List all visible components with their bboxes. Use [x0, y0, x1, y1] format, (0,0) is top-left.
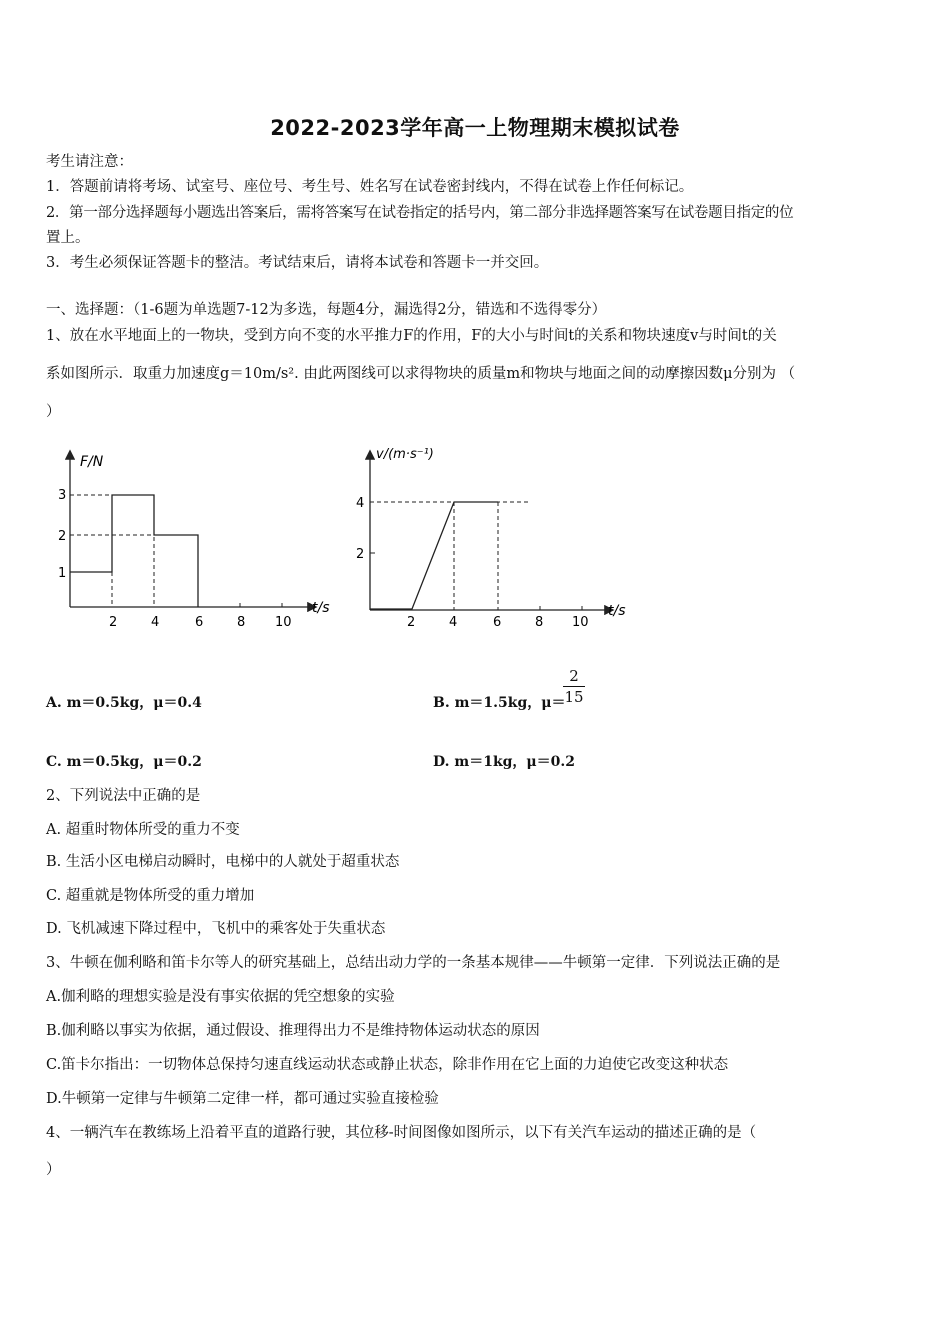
q1-option-b-fraction [563, 666, 585, 707]
q1-option-d: D. m＝1kg，μ＝0.2 [433, 754, 576, 770]
q3-stem: 3、牛顿在伽利略和笛卡尔等人的研究基础上，总结出动力学的一条基本规律——牛顿第一定律．下列说法正确的是 [46, 955, 781, 971]
notice-item-2-cont: 置上。 [46, 230, 90, 246]
notice-item-2: 2．第一部分选择题每小题选出答案后，需将答案写在试卷指定的括号内，第二部分非选择题答案写在试卷题目指定的位 [46, 205, 794, 221]
q4-stem-line1: 4、一辆汽车在教练场上沿着平直的道路行驶，其位移-时间图像如图所示，以下有关汽车运动的描述正确的是（ [46, 1125, 757, 1141]
fraction-denominator: 15 [564, 688, 584, 706]
force-time-graph [50, 440, 340, 640]
v-graph-ytick: 2 [356, 547, 365, 562]
velocity-time-graph [350, 440, 640, 640]
notice-item-3: 3．考生必须保证答题卡的整洁。考试结束后，请将本试卷和答题卡一并交回。 [46, 255, 549, 271]
v-graph-xtick: 2 [407, 615, 416, 630]
f-graph-xtick: 8 [237, 615, 246, 630]
q2-option-c: C. 超重就是物体所受的重力增加 [46, 888, 255, 904]
q1-option-a: A. m＝0.5kg，μ＝0.4 [46, 695, 202, 711]
f-graph-xtick: 6 [195, 615, 204, 630]
q1-stem-line3: ） [46, 404, 61, 420]
q2-stem: 2、下列说法中正确的是 [46, 788, 201, 804]
v-graph-xtick: 10 [572, 615, 589, 630]
q3-option-a: A.伽利略的理想实验是没有事实依据的凭空想象的实验 [46, 989, 395, 1005]
q1-option-b: B. m＝1.5kg，μ＝ [433, 695, 566, 711]
f-graph-xtick: 4 [151, 615, 160, 630]
v-graph-ytick: 4 [356, 496, 365, 511]
f-graph-xlabel: t/s [312, 600, 330, 616]
f-graph-xtick: 2 [109, 615, 118, 630]
f-graph-ytick: 2 [58, 529, 67, 544]
fraction-numerator: 2 [563, 666, 585, 687]
q2-option-d: D. 飞机减速下降过程中，飞机中的乘客处于失重状态 [46, 921, 386, 937]
q2-option-b: B. 生活小区电梯启动瞬时，电梯中的人就处于超重状态 [46, 854, 400, 870]
f-graph-ytick: 1 [58, 566, 67, 581]
v-graph-xtick: 8 [535, 615, 544, 630]
v-graph-ylabel: v/(m·s⁻¹) [376, 447, 434, 462]
q2-option-a: A. 超重时物体所受的重力不变 [46, 822, 240, 838]
f-graph-xtick: 10 [275, 615, 292, 630]
q1-stem-line1: 1、放在水平地面上的一物块，受到方向不变的水平推力F的作用，F的大小与时间t的关系和物块速度v与时间t的关 [46, 328, 777, 344]
q3-option-c: C.笛卡尔指出：一切物体总保持匀速直线运动状态或静止状态，除非作用在它上面的力迫使它改变这种状态 [46, 1057, 729, 1073]
q3-option-b: B.伽利略以事实为依据，通过假设、推理得出力不是维持物体运动状态的原因 [46, 1023, 540, 1039]
q1-stem-line2: 系如图所示．取重力加速度g＝10m/s². 由此两图线可以求得物块的质量m和物块与地面之间的动摩擦因数μ分别为 （ [46, 366, 796, 382]
v-graph-xlabel: t/s [608, 603, 626, 619]
f-graph-ylabel: F/N [80, 454, 104, 470]
q1-option-c: C. m＝0.5kg，μ＝0.2 [46, 754, 202, 770]
q3-option-d: D.牛顿第一定律与牛顿第二定律一样，都可通过实验直接检验 [46, 1091, 439, 1107]
notice-item-1: 1．答题前请将考场、试室号、座位号、考生号、姓名写在试卷密封线内，不得在试卷上作任何标记。 [46, 179, 694, 195]
v-graph-curve [370, 502, 498, 609]
f-graph-ytick: 3 [58, 488, 67, 503]
section-heading: 一、选择题：（1-6题为单选题7-12为多选，每题4分，漏选得2分，错选和不选得零分） [46, 302, 607, 318]
notice-header: 考生请注意： [46, 154, 133, 170]
f-graph-step-line [70, 495, 198, 607]
v-graph-xtick: 6 [493, 615, 502, 630]
q4-stem-line2: ） [46, 1162, 61, 1178]
page-title: 2022-2023学年高一上物理期末模拟试卷 [270, 116, 680, 140]
v-graph-xtick: 4 [449, 615, 458, 630]
